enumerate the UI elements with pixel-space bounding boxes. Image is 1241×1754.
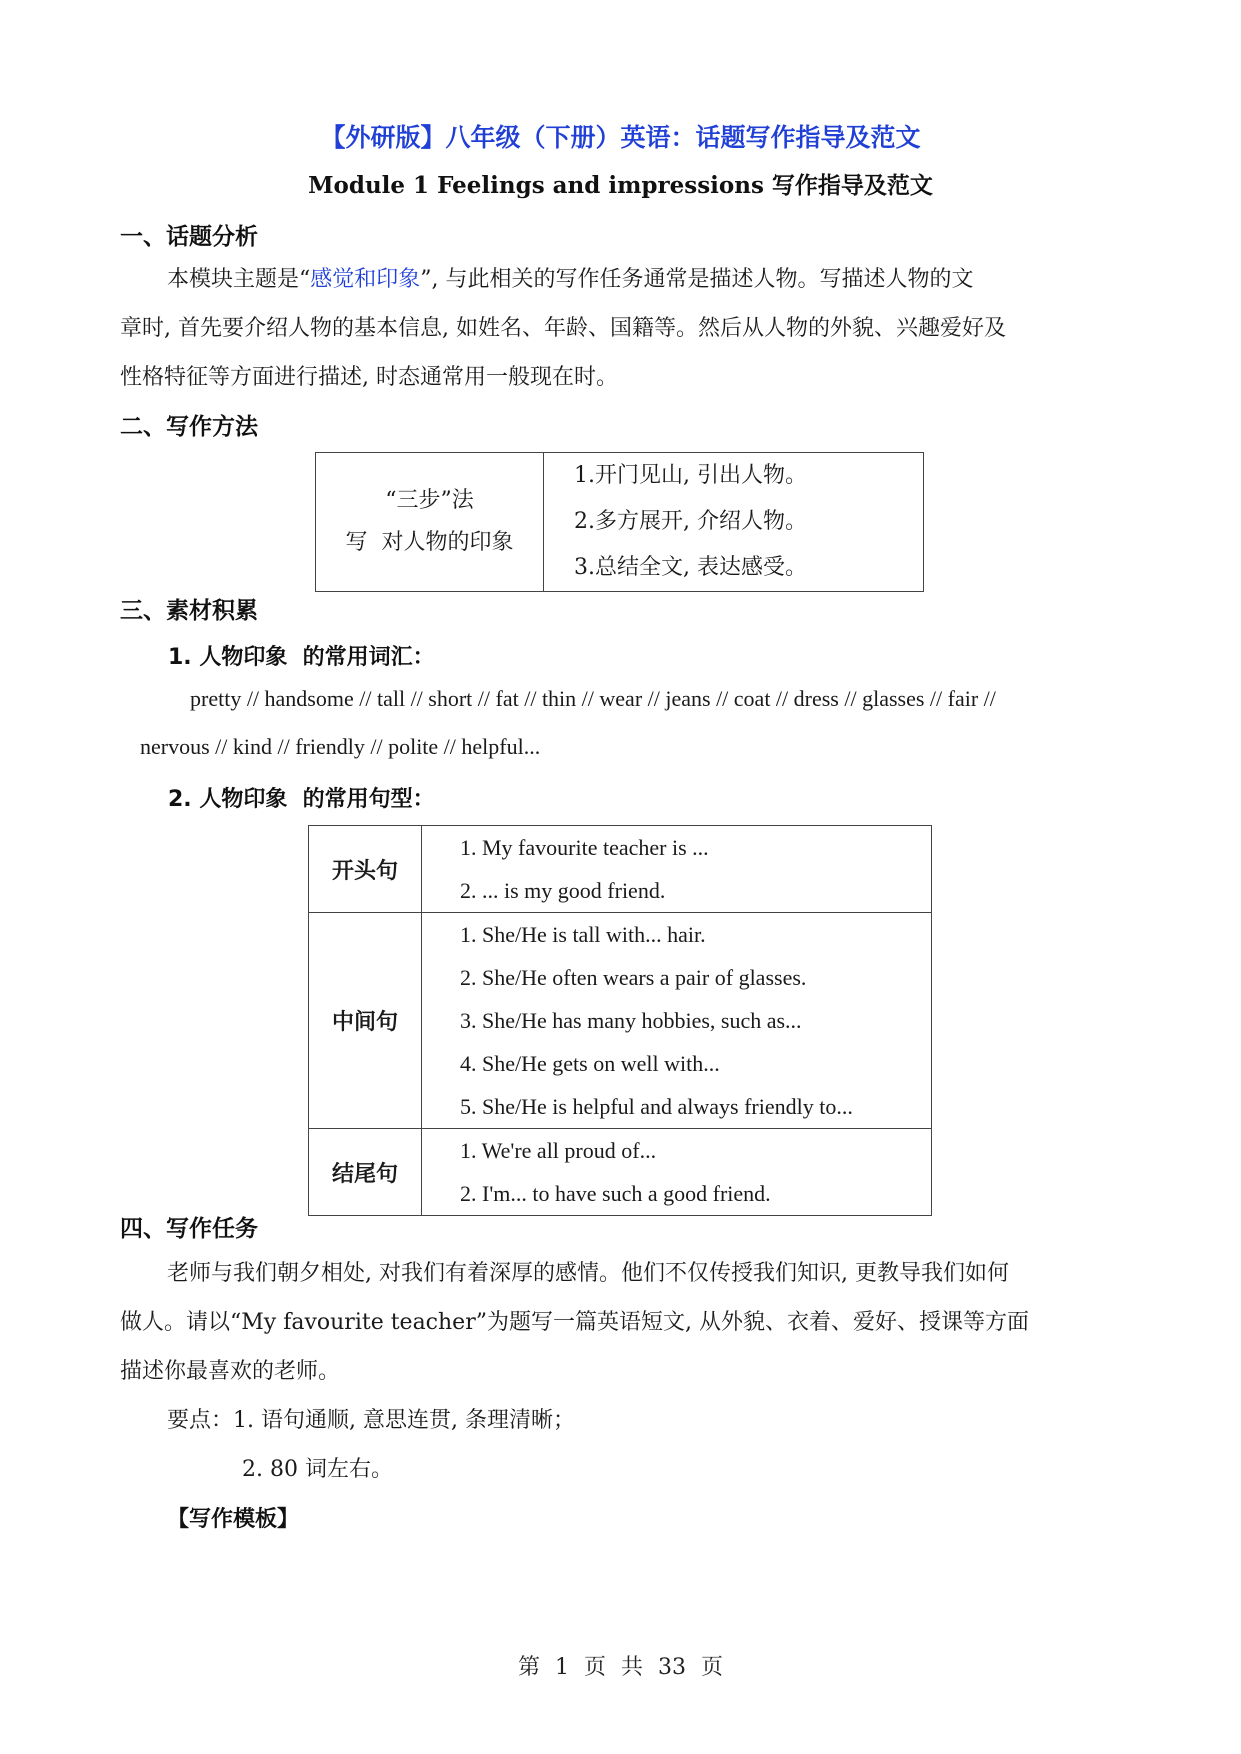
task-line1: 老师与我们朝夕相处, 对我们有着深厚的感情。他们不仅传授我们知识, 更教导我们如何 [167,1261,1009,1286]
requirement-1: 要点：1. 语句通顺, 意思连贯, 条理清晰； [167,1408,575,1433]
method-table [315,452,924,592]
task-line3: 描述你最喜欢的老师。 [120,1359,341,1384]
section1-para-line3: 性格特征等方面进行描述, 时态通常用一般现在时。 [120,365,618,390]
method-step: 3.总结全文, 表达感受。 [574,555,807,580]
section3-heading: 三、素材积累 [120,598,258,624]
task-line2: 做人。请以“My favourite teacher”为题写一篇英语短文, 从外貌、衣着、爱好、授课等方面 [120,1310,1029,1335]
method-label-line2: 写 对人物的印象 [345,530,514,555]
method-step: 1.开门见山, 引出人物。 [574,463,807,488]
document-subtitle: Module 1 Feelings and impressions 写作指导及范文 [308,172,933,199]
sentence-item: 1. We're all proud of... [460,1138,657,1163]
middle-label: 中间句 [309,913,422,1129]
page-footer: 第 1 页 共 33 页 [518,1655,723,1680]
sentence-item: 1. My favourite teacher is ... [460,835,709,860]
template-label: 【写作模板】 [167,1507,300,1532]
sentence-table [308,825,932,1216]
sentence-item: 2. She/He often wears a pair of glasses. [460,965,807,990]
opening-label: 开头句 [309,826,422,913]
requirement-2: 2. 80 词左右。 [242,1457,393,1482]
vocab-line2: nervous // kind // friendly // polite // helpful... [140,734,541,759]
sentence-item: 4. She/He gets on well with... [460,1051,720,1076]
section4-heading: 四、写作任务 [120,1216,258,1242]
document-title: 【外研版】八年级（下册）英语：话题写作指导及范文 [320,123,921,152]
sentence-item: 1. She/He is tall with... hair. [460,922,706,947]
topic-highlight: 感觉和印象 [310,267,421,292]
sentence-item: 5. She/He is helpful and always friendly to... [460,1094,853,1119]
method-label-line1: “三步”法 [385,488,474,513]
sentence-item: 2. ... is my good friend. [460,878,666,903]
section1-text: 本模块主题是“ [167,267,311,292]
vocab-subheading: 1. 人物印象 的常用词汇： [168,645,435,670]
closing-items [422,1129,932,1216]
sentence-subheading: 2. 人物印象 的常用句型： [168,787,435,812]
sentence-item: 2. I'm... to have such a good friend. [460,1181,771,1206]
method-step: 2.多方展开, 介绍人物。 [574,509,807,534]
closing-label: 结尾句 [309,1129,422,1216]
sentence-item: 3. She/He has many hobbies, such as... [460,1008,802,1033]
section1-text: ”, 与此相关的写作任务通常是描述人物。写描述人物的文 [420,267,974,292]
method-steps-cell [544,453,924,592]
section1-para-line1 [167,262,974,293]
vocab-line1: pretty // handsome // tall // short // fat // thin // wear // jeans // coat // dress // glasses // fair // [190,686,996,711]
method-label-cell [316,453,544,592]
middle-items [422,913,932,1129]
section1-para-line2: 章时, 首先要介绍人物的基本信息, 如姓名、年龄、国籍等。然后从人物的外貌、兴趣爱好及 [120,316,1006,341]
section2-heading: 二、写作方法 [120,414,258,440]
opening-items [422,826,932,913]
section1-heading: 一、话题分析 [120,224,258,250]
